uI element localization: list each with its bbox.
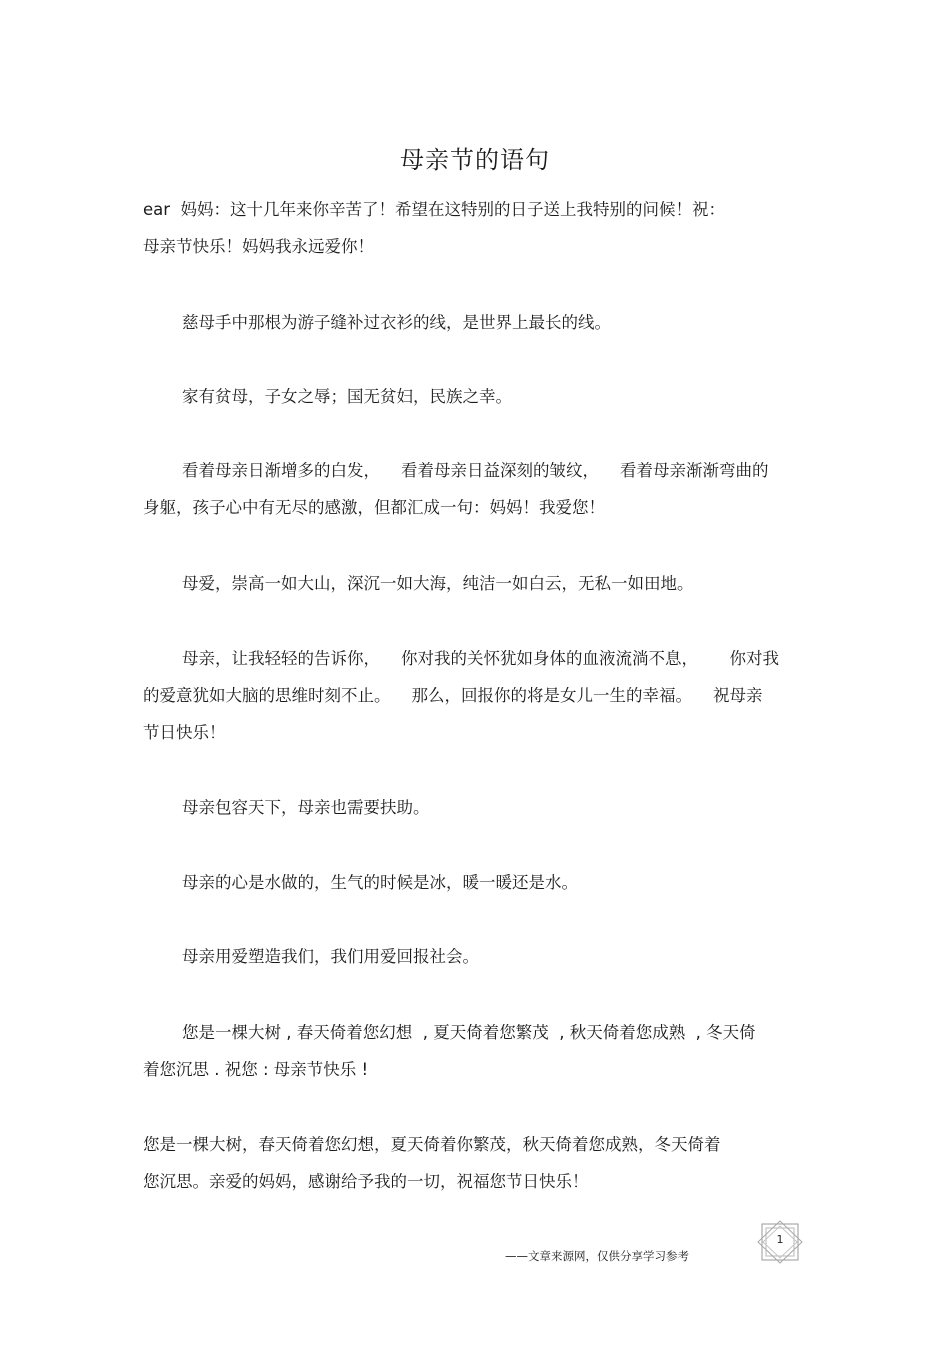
paragraph-6-line-2: 的爱意犹如大脑的思维时刻不止。 那么，回报你的将是女儿一生的幸福。 祝母亲 — [143, 686, 763, 705]
paragraph-4-line-1: 看着母亲日渐增多的白发， 看着母亲日益深刻的皱纹， 看着母亲渐渐弯曲的 — [182, 461, 769, 480]
paragraph-7-line-1: 母亲包容天下，母亲也需要扶助。 — [182, 798, 430, 817]
paragraph-5-line-1: 母爱，崇高一如大山，深沉一如大海，纯洁一如白云，无私一如田地。 — [182, 574, 694, 593]
paragraph-3-line-1: 家有贫母，子女之辱；国无贫妇，民族之幸。 — [182, 387, 512, 406]
paragraph-9-line-1: 母亲用爱塑造我们，我们用爱回报社会。 — [182, 947, 479, 966]
paragraph-11-line-2: 您沉思。亲爱的妈妈，感谢给予我的一切，祝福您节日快乐！ — [143, 1172, 589, 1191]
paragraph-10-line-2: 着您沉思 . 祝您 : 母亲节快乐 ! — [143, 1060, 369, 1079]
page-number-badge — [756, 1220, 804, 1264]
paragraph-6-line-1: 母亲，让我轻轻的告诉你， 你对我的关怀犹如身体的血液流淌不息， 你对我 — [182, 649, 779, 668]
paragraph-1-line-1: ear 妈妈：这十几年来你辛苦了！希望在这特别的日子送上我特别的问候！祝： — [143, 200, 726, 219]
paragraph-4-line-2: 身躯，孩子心中有无尽的感激，但都汇成一句：妈妈！我爱您！ — [143, 498, 605, 517]
paragraph-1-line-2: 母亲节快乐！妈妈我永远爱你！ — [143, 237, 374, 256]
paragraph-10-line-1: 您是一棵大树 , 春天倚着您幻想 , 夏天倚着您繁茂 , 秋天倚着您成熟 , 冬天倚 — [182, 1023, 756, 1042]
document-title: 母亲节的语句 — [400, 146, 550, 174]
paragraph-6-line-3: 节日快乐！ — [143, 723, 226, 742]
source-note: ——文章来源网，仅供分享学习参考 — [505, 1249, 689, 1263]
paragraph-8-line-1: 母亲的心是水做的，生气的时候是冰，暖一暖还是水。 — [182, 873, 578, 892]
paragraph-2-line-1: 慈母手中那根为游子缝补过衣衫的线，是世界上最长的线。 — [182, 313, 611, 332]
paragraph-11-line-1: 您是一棵大树，春天倚着您幻想，夏天倚着你繁茂，秋天倚着您成熟，冬天倚着 — [143, 1135, 721, 1154]
page-number: 1 — [776, 1233, 784, 1246]
